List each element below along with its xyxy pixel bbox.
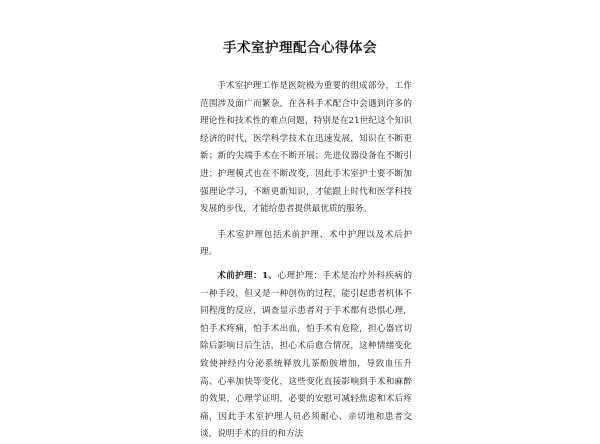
document-title: 手术室护理配合心得体会 bbox=[223, 40, 377, 56]
paragraph-preop-lead: 术前护理：1、 bbox=[217, 270, 278, 281]
paragraph-intro-text: 手术室护理工作是医院极为重要的组成部分，工作范围涉及面广而繁杂，在各科手术配合中会遇到许多的理论性和技术性的难点问题，特别是在21世纪这个知识经济的时代，医学科学技术在迅速发展，知识在不断更新；新的尖端手术在不断开展；先进仪器设备在不断引进；护理模式也在不断改变，因此手术室护士要不断加强理论学习，不断更新知识，才能跟上时代和医学科技发展的步伐，才能给患者提供最优质的服务。 bbox=[200, 81, 412, 215]
paragraph-scope-text: 手术室护理包括术前护理、术中护理以及术后护理。 bbox=[200, 229, 412, 258]
paragraph-intro bbox=[200, 78, 412, 219]
document-body bbox=[200, 78, 412, 444]
paragraph-scope bbox=[200, 227, 412, 262]
paragraph-preop bbox=[200, 268, 412, 444]
paragraph-preop-text: 心理护理：手术是治疗外科疾病的一种手段，但又是一种创伤的过程，能引起患者机体不同程度的反应，调查显示患者对于手术都有恐惧心理，怕手术疼痛，怕手术出血，怕手术有危险，担心器官切除后影响日后生活，担心术后愈合情况，这种情绪变化致使神经内分泌系统释放儿茶酚胺增加，导致血压升高、心率加快等变化，这些变化直接影响到手术和麻醉的效果，心理学证明，必要的安慰可减轻焦虑和术后疼痛，因此手术室护理人员必须耐心、亲切地和患者交谈，说明手术的目的和方法 bbox=[200, 270, 412, 440]
